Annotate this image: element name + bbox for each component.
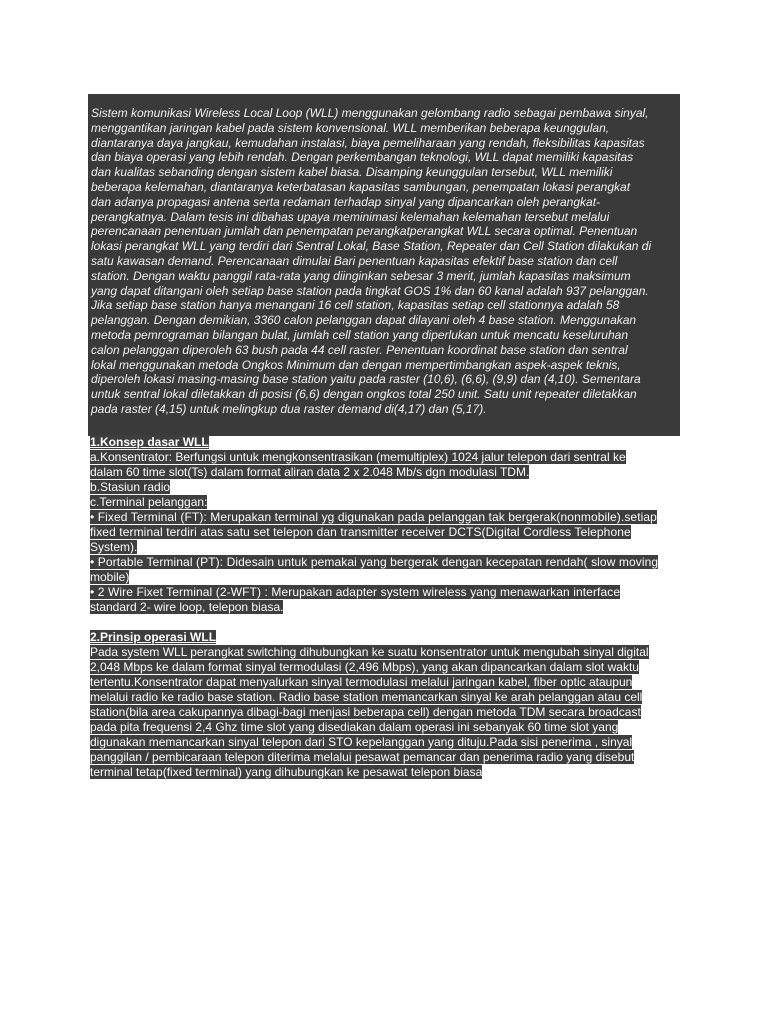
abstract-line: beberapa kelemahan, diantaranya keterbatasan kapasitas sambungan, penempatan lokasi perangkat [91,179,631,194]
section-2-line: melalui radio ke radio base station. Radio base station memancarkan sinyal ke arah pelanggan atau cell [90,690,643,704]
abstract-line: lokal menggunakan metoda Ongkos Minimum dan dengan mempertimbangkan aspek-aspek teknis, [91,357,621,372]
abstract-line: dan adanya propagasi antena serta redaman terhadap sinyal yang dipancarkan oleh perangkat- [91,194,601,209]
section-2-heading-row [90,630,690,645]
section-1-line: a.Konsentrator: Berfungsi untuk mengkonsentrasikan (memultiplex) 1024 jalur telepon dari sentral ke [90,450,626,464]
section-1-heading-row [90,435,690,450]
content-body [90,435,690,780]
section-1-line: • Fixed Terminal (FT): Merupakan terminal yg digunakan pada pelanggan tak bergerak(nonmobile).setiap [90,510,657,524]
abstract-line: Jika setiap base station hanya menangani 16 cell station, kapasitas setiap cell stationnya adalah 58 [91,298,620,313]
abstract-line: menggantikan jaringan kabel pada sistem konvensional. WLL memberikan beberapa keunggulan, [91,120,610,135]
abstract-line: perangkatnya. Dalam tesis ini dibahas upaya meminimasi kelemahan kelemahan tersebut melalui [91,209,610,224]
abstract-line: satu kawasan demand. Perencanaan dimulai Bari penentuan kapasitas efektif base station dan cell [91,253,618,268]
abstract-line: metoda pemrograman bilangan bulat, jumlah cell station yang diperlukan untuk mencatu keseluruhan [91,327,628,342]
section-1-heading: 1.Konsep dasar WLL [90,435,209,449]
section-2-line: 2,048 Mbps ke dalam format sinyal termodulasi (2,496 Mbps), yang akan dipancarkan dalam slot waktu [90,660,639,674]
section-2-heading: 2.Prinsip operasi WLL [90,630,217,644]
abstract-line: calon pelanggan diperoleh 63 bush pada 44 cell raster. Penentuan koordinat base station dan sentral [91,342,628,357]
section-1-line: standard 2- wire loop, telepon biasa. [90,600,284,614]
section-1-line: mobile) [90,570,130,584]
abstract-line: yang dapat ditangani oleh setiap base station pada tingkat GOS 1% dan 60 kanal adalah 937 pelanggan. [91,283,649,298]
section-2-line: tertentu.Konsentrator dapat menyalurkan sinyal termodulasi melalui jaringan kabel, fiber optic ataupun [90,675,633,689]
section-1-line: dalam 60 time slot(Ts) dalam format aliran data 2 x 2.048 Mb/s dgn modulasi TDM. [90,465,530,479]
abstract-line: untuk sentral lokal diletakkan di posisi (6,6) dengan ongkos total 250 unit. Satu unit repeater diletakkan [91,387,637,402]
abstract-line: pelanggan. Dengan demikian, 3360 calon pelanggan dapat dilayani oleh 4 base station. Menggunakan [91,313,637,328]
section-2-line: station(bila area cakupannya dibagi-bagi menjasi beberapa cell) dengan metoda TDM secara broadcast [90,705,641,719]
section-spacer [90,615,690,630]
section-2-line: terminal tetap(fixed terminal) yang dihubungkan ke pesawat telepon biasa [90,765,483,779]
abstract-line: diantaranya daya jangkau, kemudahan instalasi, biaya pemeliharaan yang rendah, fleksibilitas kapasitas [91,135,645,150]
section-2-line: Pada system WLL perangkat switching dihubungkan ke suatu konsentrator untuk mengubah sinyal digital [90,645,649,659]
section-1-line: • Portable Terminal (PT): Didesain untuk pemakai yang bergerak dengan kecepatan rendah( slow moving [90,555,659,569]
abstract-line: dan kualitas sebanding dengan sistem kabel biasa. Disamping keunggulan tersebut, WLL memiliki [91,165,613,180]
section-1-line: System). [90,540,138,554]
section-1-line: c.Terminal pelanggan: [90,495,208,509]
abstract-block [88,94,680,436]
abstract-line: lokasi perangkat WLL yang terdiri dari Sentral Lokal, Base Station, Repeater dan Cell Station dilakukan di [91,239,652,254]
abstract-line: station. Dengan waktu panggil rata-rata yang diinginkan sebesar 3 merit, jumlah kapasitas maksimum [91,268,631,283]
abstract-line: perencanaan penentuan jumlah dan penempatan perangkatperangkat WLL secara optimal. Penentuan [91,224,638,239]
abstract-line: pada raster (4,15) untuk melingkup dua raster demand di(4,17) dan (5,17). [91,401,487,416]
section-2-line: digunakan memancarkan sinyal telepon dari STO kepelanggan yang dituju.Pada sisi penerima , sinyal [90,735,633,749]
abstract-line: diperoleh lokasi masing-masing base station yaitu pada raster (10,6), (6,6), (9,9) dan (4,10). Sementara [91,372,641,387]
section-1-line: fixed terminal terdiri atas satu set telepon dan transmitter receiver DCTS(Digital Cordless Telephone [90,525,631,539]
section-2-line: panggilan / pembicaraan telepon diterima melalui pesawat pemancar dan penerima radio yang disebut [90,750,635,764]
section-1-line: • 2 Wire Fixet Terminal (2-WFT) : Merupakan adapter system wireless yang menawarkan interface [90,585,621,599]
section-1-line: b.Stasiun radio [90,480,171,494]
abstract-line: Sistem komunikasi Wireless Local Loop (WLL) menggunakan gelombang radio sebagai pembawa sinyal, [91,106,649,120]
section-2-line: pada pita frequensi 2,4 Ghz time slot yang disediakan dalam operasi ini sebanyak 60 time slot yang [90,720,619,734]
abstract-line: dan biaya operasi yang lebih rendah. Dengan perkembangan teknologi, WLL dapat memiliki kapasitas [91,150,634,165]
